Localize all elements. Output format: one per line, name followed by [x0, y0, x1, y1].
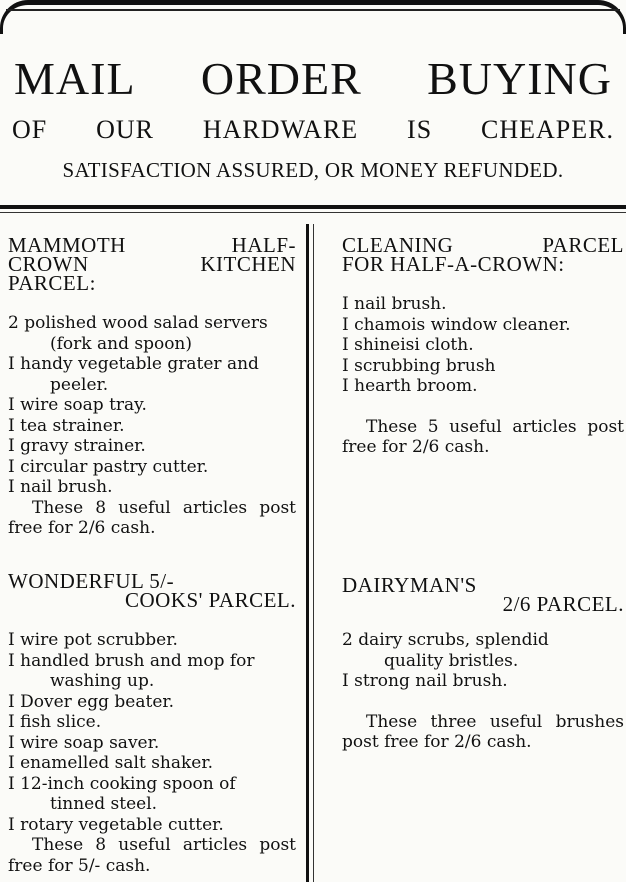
title-word: FOR HALF-A-CROWN: [342, 252, 565, 276]
headline-word: BUYING [427, 53, 612, 104]
parcel-title [8, 569, 296, 612]
column-divider-thin [313, 224, 314, 882]
top-border-frame [0, 0, 626, 34]
headline-word: MAIL [14, 53, 136, 104]
list-item: I fish slice. [8, 712, 102, 732]
list-item: I rotary vegetable cutter. [8, 814, 224, 835]
parcel-note: These three useful brushes post free for 2/6 cash. [342, 711, 624, 752]
title-line: COOKS' PARCEL. [124, 588, 296, 612]
title-word: CLEANING [342, 233, 454, 257]
mammoth-parcel [8, 233, 296, 539]
cleaning-parcel [342, 233, 624, 458]
list-item: 2 dairy scrubs, splendid quality bristles. [342, 630, 549, 671]
list-item: I wire pot scrubber. [8, 630, 178, 650]
list-item: I wire soap saver. [8, 732, 160, 753]
list-item: I nail brush. [8, 477, 113, 497]
subhead-word: OUR [96, 115, 154, 144]
item-list [342, 294, 624, 397]
subheadline [0, 116, 626, 144]
parcel-title [342, 573, 624, 616]
subhead-word: IS [407, 115, 433, 144]
dairyman-parcel [342, 573, 624, 753]
list-item: I nail brush. [342, 294, 447, 314]
list-item: I handy vegetable grater and peeler. [8, 354, 259, 395]
headline [0, 53, 626, 104]
subhead-word: OF [12, 115, 48, 144]
list-item: 2 polished wood salad servers (fork and spoon) [8, 313, 268, 354]
title-word: PARCEL [542, 233, 624, 257]
list-item: I tea strainer. [8, 415, 125, 436]
list-item: I scrubbing brush [342, 355, 496, 376]
title-word: MAMMOTH [8, 233, 126, 257]
list-item: I circular pastry cutter. [8, 456, 209, 477]
list-item: I Dover egg beater. [8, 691, 175, 712]
parcel-title [8, 233, 296, 295]
title-word: HALF- [231, 233, 296, 257]
list-item: I shineisi cloth. [342, 335, 474, 355]
wonderful-parcel [8, 569, 296, 876]
list-item: I handled brush and mop for washing up. [8, 650, 255, 691]
list-item: I wire soap tray. [8, 395, 147, 415]
tagline: SATISFACTION ASSURED, OR MONEY REFUNDED. [62, 158, 564, 182]
top-border-inner-rule [6, 9, 620, 11]
list-item: I gravy strainer. [8, 436, 146, 456]
item-list [8, 313, 296, 498]
list-item: I chamois window cleaner. [342, 314, 571, 335]
list-item: I hearth broom. [342, 376, 478, 396]
item-list [8, 630, 296, 835]
title-word: KITCHEN [200, 252, 296, 276]
parcel-note: These 8 useful articles post free for 5/- cash. [8, 835, 296, 876]
subhead-word: HARDWARE [202, 115, 359, 144]
headline-word: ORDER [200, 53, 362, 104]
header-rule-thin [0, 212, 626, 213]
title-line: DAIRYMAN'S [342, 573, 477, 597]
column-divider [306, 224, 309, 882]
header-rule-thick [0, 205, 626, 209]
title-word: CROWN [8, 252, 89, 276]
subhead-word: CHEAPER. [481, 115, 614, 144]
title-word: PARCEL: [8, 271, 96, 295]
parcel-note: These 8 useful articles post free for 2/6 cash. [8, 497, 296, 538]
parcel-title [342, 233, 624, 276]
list-item: I strong nail brush. [342, 671, 508, 691]
title-line: WONDERFUL 5/- [8, 569, 175, 593]
parcel-note: These 5 useful articles post free for 2/6 cash. [342, 416, 624, 457]
list-item: I enamelled salt shaker. [8, 753, 214, 773]
item-list [342, 630, 624, 692]
title-line: 2/6 PARCEL. [502, 592, 624, 616]
list-item: I 12-inch cooking spoon of tinned steel. [8, 773, 236, 814]
